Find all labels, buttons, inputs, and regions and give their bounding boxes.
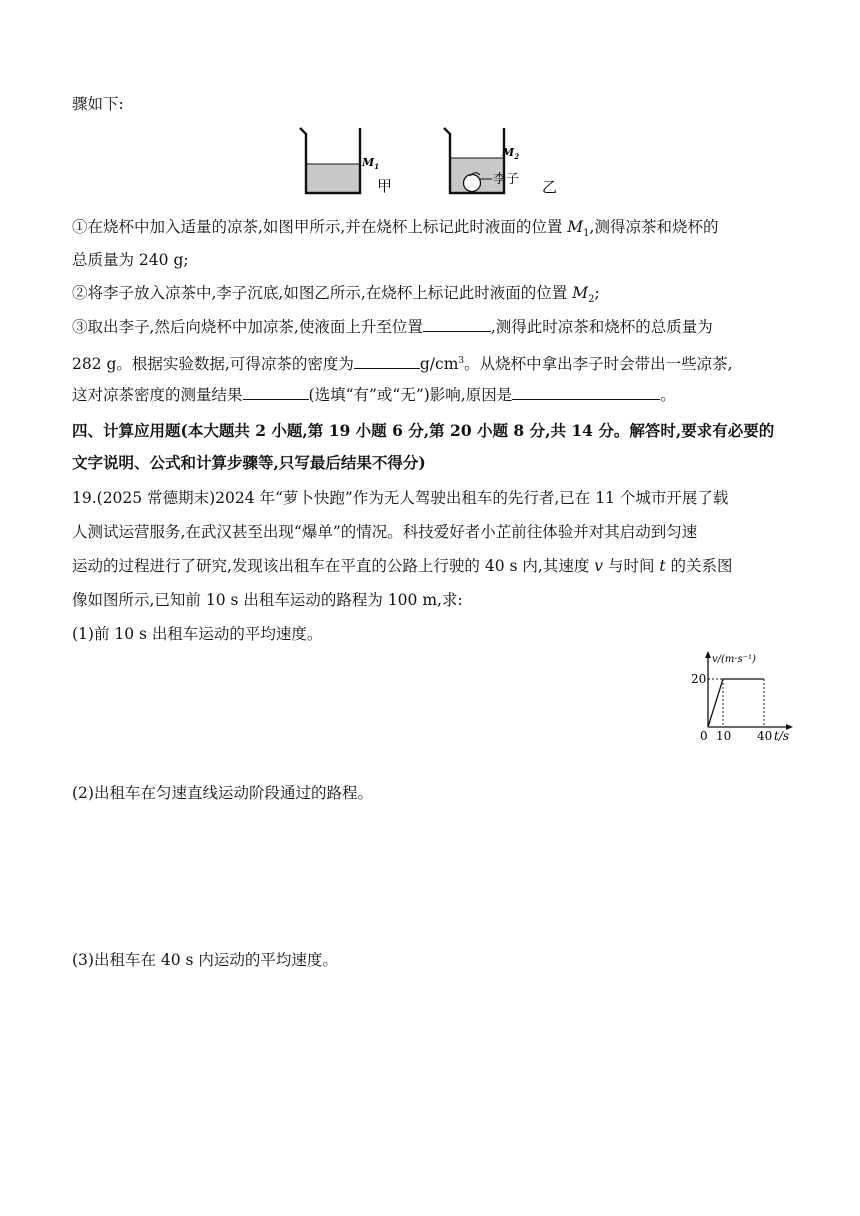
q19-line-3: 运动的过程进行了研究,发现该出租车在平直的公路上行驶的 40 s 内,其速度 v 与时间 t 的关系图 xyxy=(72,557,733,575)
step-1-line-1: ①在烧杯中加入适量的凉茶,如图甲所示,并在烧杯上标记此时液面的位置 $M_1$,测得凉茶和烧杯的 xyxy=(72,218,719,240)
answer-blank-density[interactable] xyxy=(354,353,420,369)
t-tick-40: 40 xyxy=(757,729,773,743)
m2-label: $M_2$ xyxy=(502,146,520,161)
q19-line-2: 人测试运营服务,在武汉甚至出现“爆单”的情况。科技爱好者小芷前往体验并对其启动到匀速 xyxy=(72,523,698,541)
step-3-line-3: 这对凉茶密度的测量结果 (选填“有”或“无”)影响,原因是 。 xyxy=(72,386,676,404)
origin-label: 0 xyxy=(700,729,708,743)
answer-blank-effect[interactable] xyxy=(243,384,309,400)
section-4-heading-1: 四、计算应用题(本大题共 2 小题,第 19 小题 6 分,第 20 小题 8 分,共 14 分。解答时,要求有必要的 xyxy=(72,421,775,440)
step-1-line-2: 总质量为 240 g; xyxy=(72,251,189,269)
q19-line-4: 像如图所示,已知前 10 s 出租车运动的路程为 100 m,求: xyxy=(72,591,463,609)
intro-text: 骤如下: xyxy=(72,95,124,113)
q19-part-2: (2)出租车在匀速直线运动阶段通过的路程。 xyxy=(72,784,373,802)
vt-graph xyxy=(690,645,800,745)
label-yi: 乙 xyxy=(542,178,558,196)
step-3-line-2: 282 g。根据实验数据,可得凉茶的密度为 $g/cm^3$。从烧杯中拿出李子时会带出一些凉茶, xyxy=(72,355,733,374)
beaker-jia xyxy=(300,128,379,193)
q19-part-1: (1)前 10 s 出租车运动的平均速度。 xyxy=(72,625,323,643)
step-2-line: ②将李子放入凉茶中,李子沉底,如图乙所示,在烧杯上标记此时液面的位置 $M_2$; xyxy=(72,284,600,306)
answer-blank-reason[interactable] xyxy=(512,384,660,400)
v-tick-20: 20 xyxy=(691,672,707,686)
m1-label: $M_1$ xyxy=(362,156,380,171)
t-tick-10: 10 xyxy=(716,729,732,743)
beaker-figure xyxy=(290,120,560,200)
beaker-yi xyxy=(444,128,519,193)
t-axis-label: t/s xyxy=(774,729,790,743)
plum-icon xyxy=(464,175,481,192)
q19-line-1: 19.(2025 常德期末)2024 年“萝卜快跑”作为无人驾驶出租车的先行者,已在 11 个城市开展了载 xyxy=(72,489,729,507)
q19-part-3: (3)出租车在 40 s 内运动的平均速度。 xyxy=(72,951,338,969)
plum-label: 李子 xyxy=(493,172,520,187)
label-jia: 甲 xyxy=(377,177,393,195)
v-axis-arrow-icon xyxy=(705,651,711,658)
v-axis-label: v/(m·s⁻¹) xyxy=(712,654,756,665)
liquid-jia xyxy=(306,164,360,193)
step-3-line-1: ③取出李子,然后向烧杯中加凉茶,使液面上升至位置 ,测得此时凉茶和烧杯的总质量为 xyxy=(72,318,713,336)
section-4-heading-2: 文字说明、公式和计算步骤等,只写最后结果不得分) xyxy=(72,453,426,472)
answer-blank-position[interactable] xyxy=(423,316,491,332)
velocity-curve xyxy=(708,679,764,727)
